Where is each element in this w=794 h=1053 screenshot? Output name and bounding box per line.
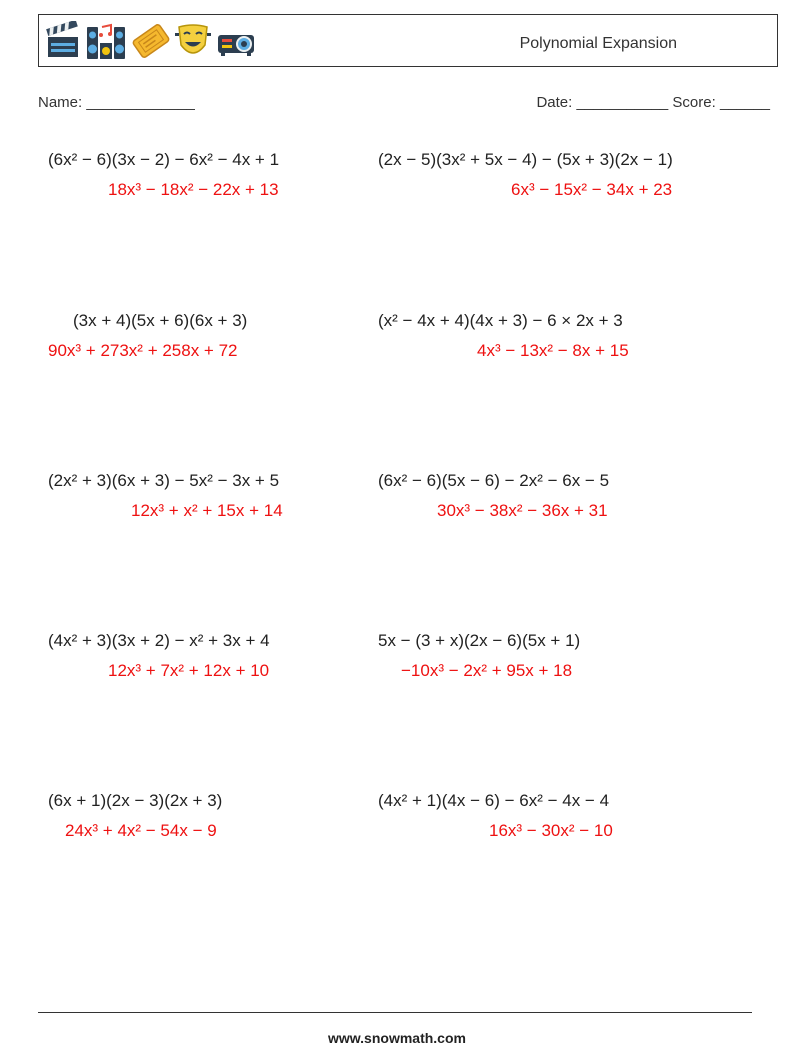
footer-divider [38, 1012, 752, 1013]
problem-answer: 12x³ + 7x² + 12x + 10 [108, 661, 270, 680]
speakers-icon [85, 21, 127, 61]
problem-answer: 16x³ − 30x² − 10 [489, 821, 613, 840]
problem-answer: 30x³ − 38x² − 36x + 31 [437, 501, 608, 520]
problem-question: (x² − 4x + 4)(4x + 3) − 6 × 2x + 3 [378, 311, 623, 330]
problem-answer: 12x³ + x² + 15x + 14 [131, 501, 283, 520]
problem-answer: 24x³ + 4x² − 54x − 9 [65, 821, 217, 840]
clapperboard-icon [45, 21, 81, 61]
worksheet-title: Polynomial Expansion [519, 35, 677, 52]
problem-answer: 18x³ − 18x² − 22x + 13 [108, 180, 279, 199]
problem-answer: 90x³ + 273x² + 258x + 72 [48, 341, 238, 360]
problem-question: (2x − 5)(3x² + 5x − 4) − (5x + 3)(2x − 1) [378, 150, 673, 169]
problem-question: 5x − (3 + x)(2x − 6)(5x + 1) [378, 631, 581, 650]
problem-question: (3x + 4)(5x + 6)(6x + 3) [73, 311, 248, 330]
projector-icon [215, 21, 259, 61]
footer-url[interactable]: www.snowmath.com [328, 1030, 466, 1046]
problem-question: (6x + 1)(2x − 3)(2x + 3) [48, 791, 223, 810]
theater-mask-icon [175, 21, 211, 61]
problem-answer: 6x³ − 15x² − 34x + 23 [511, 180, 673, 199]
worksheet-header [38, 14, 778, 67]
problem-answer: 4x³ − 13x² − 8x + 15 [477, 341, 629, 360]
problem-question: (6x² − 6)(5x − 6) − 2x² − 6x − 5 [378, 471, 610, 490]
date-score-field-label: Date: ___________ Score: ______ [536, 94, 770, 111]
ticket-icon [131, 21, 171, 61]
problem-answer: −10x³ − 2x² + 95x + 18 [401, 661, 573, 680]
problem-question: (6x² − 6)(3x − 2) − 6x² − 4x + 1 [48, 150, 280, 169]
header-icons [45, 20, 259, 62]
problem-question: (2x² + 3)(6x + 3) − 5x² − 3x + 5 [48, 471, 280, 490]
student-fields [38, 94, 778, 116]
name-field-label: Name: _____________ [38, 94, 195, 111]
problem-question: (4x² + 1)(4x − 6) − 6x² − 4x − 4 [378, 791, 610, 810]
problem-question: (4x² + 3)(3x + 2) − x² + 3x + 4 [48, 631, 270, 650]
